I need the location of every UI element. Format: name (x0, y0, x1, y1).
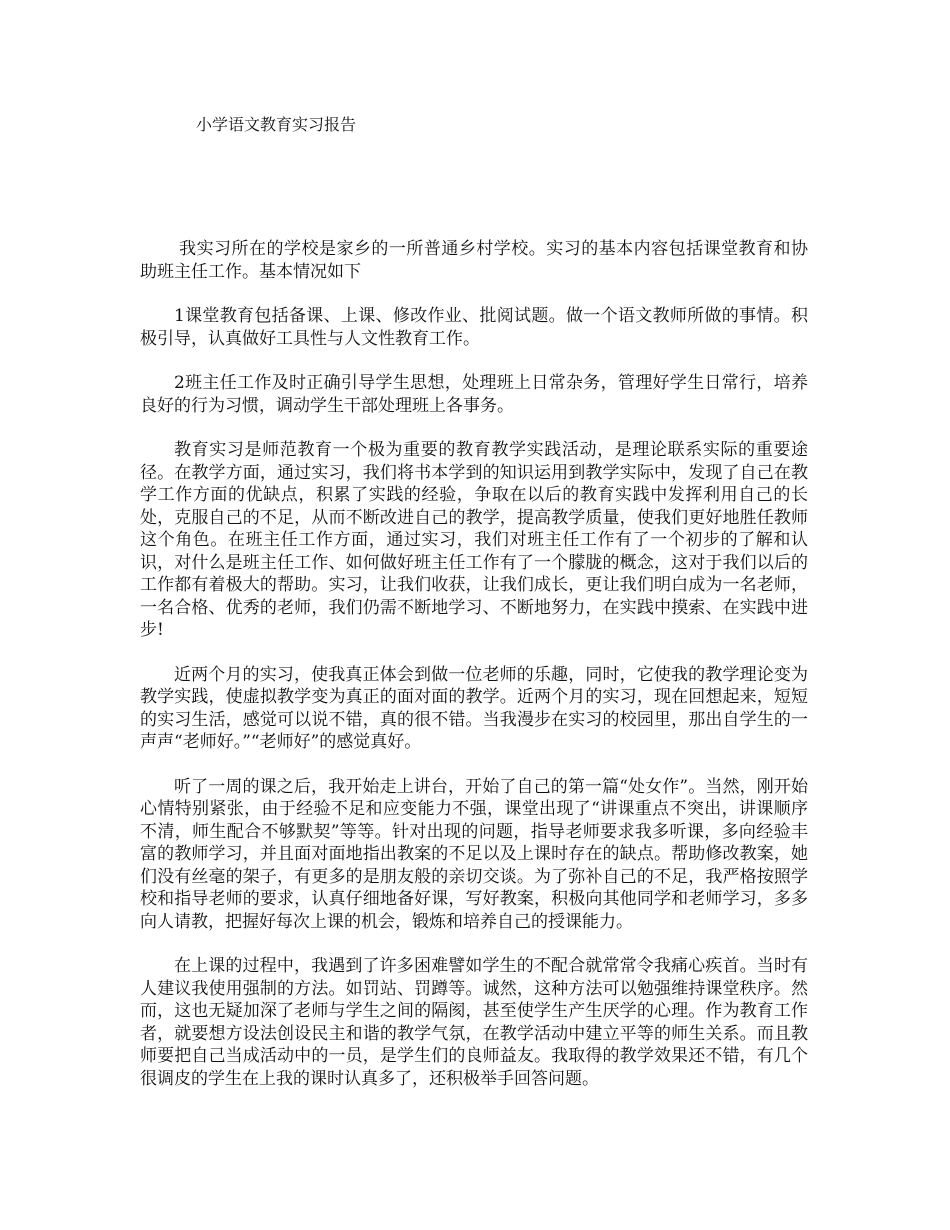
document-title: 小学语文教育实习报告 (196, 115, 357, 134)
paragraph-first-lesson: 听了一周的课之后，我开始走上讲台，开始了自己的第一篇“处女作”。当然，刚开始心情特别紧张，由于经验不足和应变能力不强，课堂出现了“讲课重点不突出，讲课顺序不清，师生配合不够默契”等等。针对出现的问题，指导老师要求我多听课，多向经验丰富的教师学习，并且面对面地指出教案的不足以及上课时存在的缺点。帮助修改教案，她们没有丝毫的架子，有更多的是朋友般的亲切交谈。为了弥补自己的不足，我严格按照学校和指导老师的要求，认真仔细地备好课，写好教案，积极向其他同学和老师学习，多多向人请教，把握好每次上课的机会，锻炼和培养自己的授课能力。 (140, 776, 808, 932)
paragraph-classroom-teaching: 1课堂教育包括备课、上课、修改作业、批阅试题。做一个语文教师所做的事情。积极引导，认真做好工具性与人文性教育工作。 (140, 306, 808, 349)
paragraph-head-teacher-work: 2班主任工作及时正确引导学生思想，处理班上日常杂务，管理好学生日常行，培养良好的行为习惯，调动学生干部处理班上各事务。 (140, 373, 808, 416)
document-body (140, 238, 808, 1112)
paragraph-intro: 我实习所在的学校是家乡的一所普通乡村学校。实习的基本内容包括课堂教育和协助班主任工作。基本情况如下 (140, 239, 808, 282)
paragraph-two-months-reflection: 近两个月的实习，使我真正体会到做一位老师的乐趣，同时，它使我的教学理论变为教学实践，使虚拟教学变为真正的面对面的教学。近两个月的实习，现在回想起来，短短的实习生活，感觉可以说不错，真的很不错。当我漫步在实习的校园里，那出自学生的一声声“老师好。”“老师好”的感觉真好。 (140, 664, 808, 752)
paragraph-classroom-difficulties: 在上课的过程中，我遇到了许多困难譬如学生的不配合就常常令我痛心疾首。当时有人建议我使用强制的方法。如罚站、罚蹲等。诚然，这种方法可以勉强维持课堂秩序。然而，这也无疑加深了老师与学生之间的隔阂，甚至使学生产生厌学的心理。作为教育工作者，就要想方设法创设民主和谐的教学气氛，在教学活动中建立平等的师生关系。而且教师要把自己当成活动中的一员，是学生们的良师益友。我取得的教学效果还不错，有几个很调皮的学生在上我的课时认真多了，还积极举手回答问题。 (140, 956, 808, 1089)
paragraph-practice-significance: 教育实习是师范教育一个极为重要的教育教学实践活动，是理论联系实际的重要途径。在教学方面，通过实习，我们将书本学到的知识运用到教学实际中，发现了自己在教学工作方面的优缺点，积累了实践的经验，争取在以后的教育实践中发挥利用自己的长处，克服自己的不足，从而不断改进自己的教学，提高教学质量，使我们更好地胜任教师这个角色。在班主任工作方面，通过实习，我们对班主任工作有了一个初步的了解和认识，对什么是班主任工作、如何做好班主任工作有了一个朦胧的概念，这对于我们以后的工作都有着极大的帮助。实习，让我们收获，让我们成长，更让我们明白成为一名老师，一名合格、优秀的老师，我们仍需不断地学习、不断地努力，在实践中摸索、在实践中进步! (140, 440, 808, 640)
